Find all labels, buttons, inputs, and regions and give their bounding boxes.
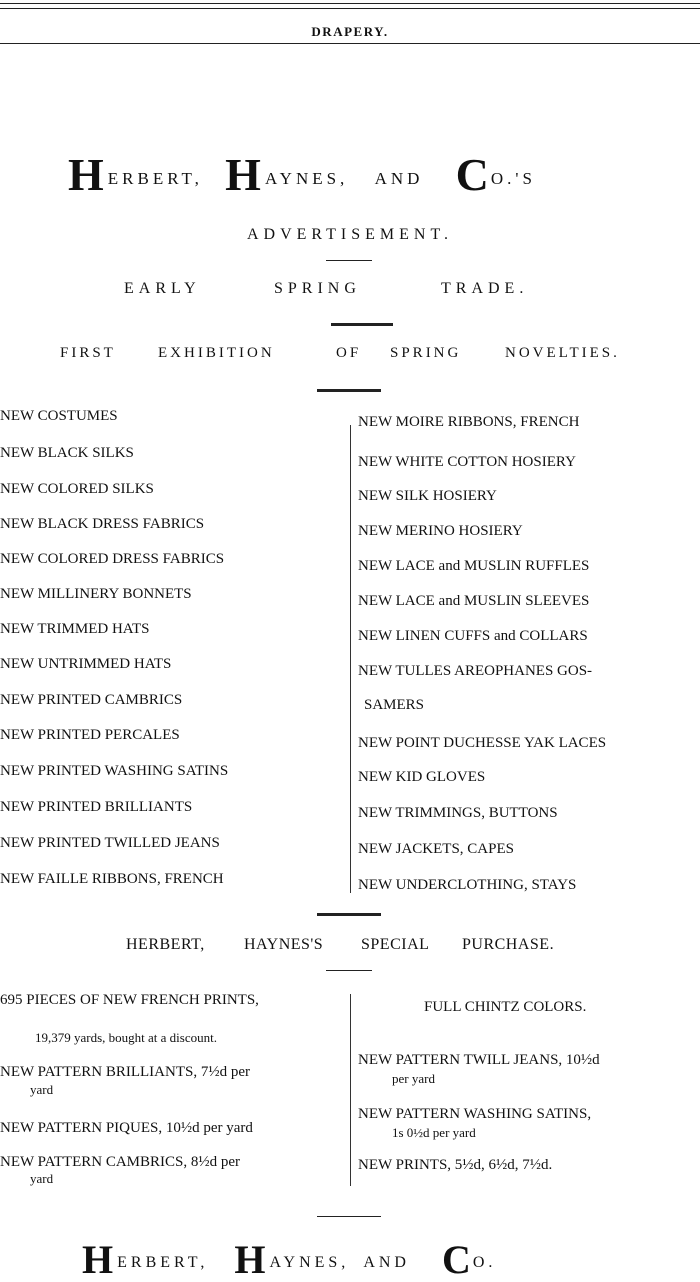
list-item: NEW TRIMMINGS, BUTTONS: [358, 805, 558, 821]
list-item: SAMERS: [364, 697, 425, 713]
rule-after-trade: [331, 323, 393, 326]
list-item: NEW LINEN CUFFS and COLLARS: [358, 628, 588, 644]
footer-cap-h1: H: [82, 1237, 114, 1282]
trade-word-early: EARLY: [124, 280, 201, 297]
footer-word-co: O.: [472, 1254, 497, 1271]
purchase-divider: [350, 994, 351, 1186]
top-rule-2: [0, 8, 700, 9]
list-item: NEW BLACK SILKS: [0, 445, 134, 461]
list-item: NEW JACKETS, CAPES: [358, 841, 514, 857]
footer-title: [82, 1237, 497, 1282]
exhib-word-spring: SPRING: [390, 345, 462, 361]
rule-before-footer: [317, 1216, 381, 1217]
special-word-purchase: PURCHASE.: [462, 936, 555, 953]
list-item: NEW COLORED DRESS FABRICS: [0, 551, 225, 567]
list-item: NEW SILK HOSIERY: [358, 488, 497, 504]
footer-cap-c: C: [441, 1237, 471, 1282]
purchase-headline-right: FULL CHINTZ COLORS.: [424, 999, 587, 1015]
title-word-co: O.'S: [490, 169, 536, 188]
rule-after-advertisement: [326, 260, 372, 261]
footer-word-haynes: AYNES,: [269, 1254, 350, 1271]
special-word-special: SPECIAL: [361, 936, 430, 953]
title-word-herbert: ERBERT,: [107, 169, 203, 188]
rule-after-exhibition: [317, 389, 381, 392]
purchase-headline: 695 PIECES OF NEW FRENCH PRINTS,: [0, 992, 259, 1008]
list-item: NEW MERINO HOSIERY: [358, 523, 523, 539]
list-item: NEW BLACK DRESS FABRICS: [0, 516, 205, 532]
list-item: NEW PRINTED CAMBRICS: [0, 692, 183, 708]
list-item: NEW PRINTED WASHING SATINS: [0, 763, 229, 779]
list-item: NEW TULLES AREOPHANES GOS-: [358, 663, 593, 679]
purchase-item: NEW PATTERN WASHING SATINS,: [358, 1106, 592, 1122]
rule-after-special: [326, 970, 372, 971]
list-item: NEW TRIMMED HATS: [0, 621, 150, 637]
list-item: NEW LACE and MUSLIN SLEEVES: [358, 593, 590, 609]
list-item: NEW PRINTED PERCALES: [0, 727, 180, 743]
list-item: NEW COSTUMES: [0, 408, 118, 424]
exhib-word-novelties: NOVELTIES.: [505, 345, 620, 361]
list-item: NEW COLORED SILKS: [0, 481, 154, 497]
special-word-haynes: HAYNES'S: [244, 936, 324, 953]
title-word-haynes: AYNES,: [264, 169, 349, 188]
exhib-word-exhibition: EXHIBITION: [158, 345, 275, 361]
advertisement-heading: ADVERTISEMENT.: [246, 226, 454, 243]
list-item: NEW PRINTED BRILLIANTS: [0, 799, 193, 815]
list-item: NEW UNDERCLOTHING, STAYS: [358, 877, 577, 893]
column-divider: [350, 425, 351, 893]
list-item: NEW KID GLOVES: [358, 769, 486, 785]
list-item: NEW WHITE COTTON HOSIERY: [358, 454, 576, 470]
section-heading: DRAPERY.: [311, 24, 389, 39]
purchase-item: NEW PATTERN PIQUES, 10½d per yard: [0, 1120, 253, 1136]
footer-cap-h2: H: [234, 1237, 266, 1282]
exhib-word-first: FIRST: [60, 345, 116, 361]
title-cap-h2: H: [225, 149, 261, 200]
list-item: NEW LACE and MUSLIN RUFFLES: [358, 558, 590, 574]
list-item: NEW FAILLE RIBBONS, FRENCH: [0, 871, 224, 887]
list-item: NEW MOIRE RIBBONS, FRENCH: [358, 414, 580, 430]
trade-word-spring: SPRING: [274, 280, 361, 297]
purchase-item-cont: yard: [30, 1082, 54, 1097]
special-word-herbert: HERBERT,: [126, 936, 205, 953]
title-cap-c: C: [455, 149, 489, 200]
footer-word-herbert: ERBERT,: [117, 1254, 209, 1271]
list-item: NEW POINT DUCHESSE YAK LACES: [358, 735, 607, 751]
purchase-item: NEW PRINTS, 5½d, 6½d, 7½d.: [358, 1157, 553, 1173]
trade-word-trade: TRADE.: [441, 280, 529, 297]
title-cap-h1: H: [68, 149, 104, 200]
purchase-item-cont: 1s 0½d per yard: [392, 1125, 476, 1140]
list-item: NEW UNTRIMMED HATS: [0, 656, 172, 672]
header-rule: [0, 43, 700, 44]
purchase-subline: 19,379 yards, bought at a discount.: [35, 1030, 217, 1045]
list-item: NEW MILLINERY BONNETS: [0, 586, 192, 602]
title-word-and: AND: [374, 169, 424, 188]
list-item: NEW PRINTED TWILLED JEANS: [0, 835, 220, 851]
top-rule-1: [0, 3, 700, 4]
footer-word-and: AND: [363, 1254, 410, 1271]
purchase-item: NEW PATTERN TWILL JEANS, 10½d: [358, 1052, 600, 1068]
purchase-item: NEW PATTERN BRILLIANTS, 7½d per: [0, 1064, 250, 1080]
exhib-word-of: OF: [336, 345, 362, 361]
purchase-item-cont: per yard: [392, 1071, 435, 1086]
rule-after-lists: [317, 913, 381, 916]
purchase-item-cont: yard: [30, 1171, 54, 1186]
purchase-item: NEW PATTERN CAMBRICS, 8½d per: [0, 1154, 241, 1170]
main-title: [68, 149, 536, 200]
